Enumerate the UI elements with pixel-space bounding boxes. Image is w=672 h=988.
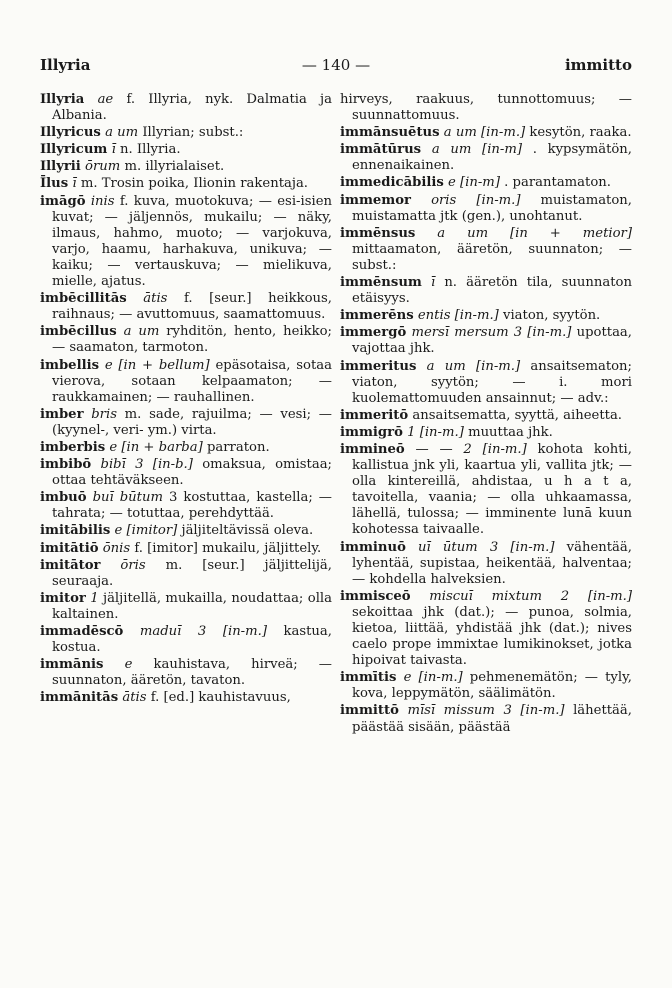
- headword: Illyria: [40, 92, 85, 107]
- dictionary-entry: [40, 159, 332, 175]
- definition: f. Illyria, nyk. Dalmatia ja Albania.: [52, 92, 332, 124]
- dictionary-entry: [40, 125, 332, 141]
- grammar-info: a um [in-m.]: [426, 358, 521, 374]
- dictionary-entry: [340, 92, 632, 124]
- grammar-info: entis [in-m.]: [417, 308, 499, 324]
- definition: upottaa, vajottaa jhk.: [352, 325, 632, 357]
- headword: immānsuētus: [340, 125, 440, 141]
- headword: immeritō: [340, 407, 409, 423]
- grammar-info: uī ūtum 3 [in-m.]: [418, 539, 555, 555]
- left-guide-word: Illyria: [40, 56, 91, 74]
- dictionary-entry: [40, 194, 332, 291]
- dictionary-entry: [40, 541, 332, 557]
- dictionary-entry: [340, 308, 632, 324]
- grammar-info: bibī 3 [in-b.]: [100, 457, 193, 473]
- definition: . parantamaton.: [504, 175, 611, 191]
- dictionary-entry: [40, 324, 332, 356]
- headword: immisceō: [340, 588, 411, 604]
- grammar-info: e: [124, 657, 133, 673]
- definition: muuttaa jhk.: [468, 424, 553, 440]
- dictionary-entry: [40, 523, 332, 539]
- headword: immineō: [340, 441, 405, 457]
- headword: imbēcillus: [40, 324, 117, 340]
- grammar-info: ātis: [122, 690, 147, 706]
- definition: hirveys, raakuus, tunnottomuus; — suunnattomuus.: [340, 92, 632, 124]
- right-guide-word: immitto: [564, 56, 632, 74]
- headword: immemor: [340, 192, 412, 208]
- headword: Illyricus: [40, 125, 101, 141]
- grammar-info: a um [in + metior]: [437, 225, 632, 241]
- definition: f. [seur.] heikkous, raihnaus; — avuttomuus, saamattomuus.: [52, 291, 332, 323]
- definition: kauhistava, hirveä; — suunnaton, ääretön, tavaton.: [52, 657, 332, 689]
- headword: Īlus: [40, 176, 69, 192]
- grammar-info: ōrum: [85, 159, 121, 175]
- definition: omaksua, omistaa; ottaa tehtäväkseen.: [52, 457, 333, 489]
- headword: immadēscō: [40, 624, 124, 639]
- definition: 3 kostuttaa, kastella; — tahrata; — totuttaa, perehdyttää.: [52, 490, 332, 522]
- definition: n. Illyria.: [120, 142, 181, 158]
- dictionary-entry: [40, 490, 332, 522]
- dictionary-entry: [40, 624, 332, 656]
- dictionary-entry: [340, 425, 632, 441]
- dictionary-entry: [340, 670, 632, 702]
- headword: Illyrii: [40, 159, 81, 175]
- headword: immītis: [340, 670, 397, 686]
- definition: pehmenemätön; — tyly, kova, leppymätön, säälimätön.: [352, 670, 632, 702]
- headword: imbēcillitās: [40, 291, 127, 307]
- dictionary-entry: [40, 657, 332, 689]
- headword: imbuō: [40, 490, 87, 506]
- headword: immānis: [40, 657, 104, 673]
- grammar-info: 1 [in-m.]: [407, 424, 464, 440]
- page-number: — 140 —: [301, 56, 371, 74]
- right-column: [340, 92, 632, 737]
- dictionary-entry: [340, 275, 632, 307]
- definition: Illyrian; subst.:: [142, 125, 244, 141]
- definition: kesytön, raaka.: [529, 125, 632, 141]
- grammar-info: mersī mersum 3 [in-m.]: [411, 325, 572, 341]
- headword: imitātor: [40, 557, 101, 573]
- grammar-info: a um: [123, 324, 160, 340]
- headword: imminuō: [340, 539, 406, 555]
- definition: f. kuva, muotokuva; — esi-isien kuvat; — jäljennös, mukailu; — näky, ilmaus, hahmo, muoto; — varjokuva, varjo, haamu, harhakuva, unikuva; — kaiku; — vertauskuva; — mielikuva, mielle, ajatus.: [52, 193, 332, 290]
- dictionary-entry: [40, 358, 332, 406]
- definition: n. ääretön tila, suunnaton etäisyys.: [352, 275, 632, 307]
- headword: imitor: [40, 590, 86, 606]
- grammar-info: e [in-m]: [448, 175, 500, 191]
- definition: ryhditön, hento, heikko; — saamaton, tarmoton.: [52, 324, 332, 356]
- headword: imber: [40, 406, 84, 422]
- grammar-info: ātis: [143, 291, 168, 307]
- dictionary-entry: [340, 589, 632, 669]
- definition: epäsotaisa, sotaa vierova, sotaan kelpaamaton; — raukkamainen; — rauhallinen.: [52, 357, 332, 405]
- definition: kastua, kostua.: [52, 624, 332, 656]
- headword: immedicābilis: [340, 175, 444, 191]
- grammar-info: ōris: [120, 557, 146, 573]
- headword: immergō: [340, 325, 407, 341]
- grammar-info: ī: [430, 275, 436, 291]
- headword: immēnsum: [340, 275, 422, 291]
- grammar-info: oris [in-m.]: [431, 192, 521, 208]
- dictionary-entry: [340, 193, 632, 225]
- left-column: [40, 92, 332, 707]
- definition: kohota kohti, kallistua jnk yli, kaartua yli, vallita jtk; — olla kintereillä, ahdistaa, u h a t a, tavoitella, vaania; — olla uhkaamassa, lähellä, tulossa; — imminente lunā kuun kohotessa taivaalle.: [352, 441, 632, 538]
- dictionary-entry: [340, 540, 632, 588]
- dictionary-entry: [340, 142, 632, 174]
- definition: parraton.: [206, 439, 270, 455]
- headword: immeritus: [340, 358, 417, 374]
- dictionary-entry: [340, 703, 632, 735]
- headword: immēnsus: [340, 225, 416, 241]
- dictionary-entry: [340, 325, 632, 357]
- dictionary-entry: [40, 176, 332, 192]
- headword: imitābilis: [40, 523, 111, 539]
- headword: imāgō: [40, 193, 86, 209]
- grammar-info: 1: [90, 590, 99, 606]
- grammar-info: buī būtum: [92, 490, 163, 506]
- headword: imbellis: [40, 357, 100, 373]
- grammar-info: e [in-m.]: [403, 670, 463, 686]
- grammar-info: bris: [91, 406, 117, 422]
- grammar-info: — — 2 [in-m.]: [415, 441, 527, 457]
- grammar-info: e [in + bellum]: [104, 357, 210, 373]
- definition: m. sade, rajuilma; — vesi; — (kyynel-, veri- ym.) virta.: [52, 406, 332, 438]
- definition: viaton, syytön.: [503, 308, 601, 324]
- headword: imberbis: [40, 439, 106, 455]
- definition: m. illyrialaiset.: [124, 159, 225, 175]
- definition: jäljitellä, mukailla, noudattaa; olla kaltainen.: [52, 590, 332, 622]
- definition: f. [imitor] mukailu, jäljittely.: [134, 540, 322, 556]
- headword: imitātiō: [40, 540, 99, 556]
- definition: m. [seur.] jäljittelijä, seuraaja.: [52, 557, 332, 589]
- definition: ansaitsematta, syyttä, aiheetta.: [412, 407, 622, 423]
- grammar-info: a um [in-m]: [431, 142, 523, 158]
- definition: mittaamaton, ääretön, suunnaton; — subst.:: [352, 241, 632, 273]
- grammar-info: maduī 3 [in-m.]: [139, 624, 267, 639]
- page-header: [40, 56, 632, 78]
- definition: ansaitsematon; viaton, syytön; — i. mori kuolemattomuuden ansainnut; — adv.:: [352, 358, 632, 406]
- dictionary-entry: [340, 359, 632, 407]
- definition: muistamaton, muistamatta jtk (gen.), unohtanut.: [352, 192, 632, 224]
- dictionary-entry: [340, 125, 632, 141]
- headword: immigrō: [340, 424, 403, 440]
- grammar-info: ī: [72, 176, 77, 192]
- headword: immānitās: [40, 690, 119, 706]
- grammar-info: a um: [105, 125, 139, 141]
- grammar-info: e [in + barba]: [109, 439, 203, 455]
- definition: jäljiteltävissä oleva.: [181, 523, 314, 539]
- dictionary-entry: [40, 440, 332, 456]
- dictionary-entry: [340, 175, 632, 191]
- grammar-info: ae: [97, 92, 114, 107]
- headword: immittō: [340, 703, 399, 719]
- grammar-info: inis: [90, 193, 115, 209]
- headword: immerēns: [340, 308, 414, 324]
- dictionary-entry: [40, 591, 332, 623]
- dictionary-entry: [340, 442, 632, 539]
- grammar-info: a um [in-m.]: [443, 125, 526, 141]
- headword: immātūrus: [340, 142, 422, 158]
- dictionary-entry: [40, 92, 332, 124]
- dictionary-entry: [40, 457, 332, 489]
- grammar-info: e [imitor]: [114, 523, 178, 539]
- dictionary-entry: [40, 291, 332, 323]
- headword: imbibō: [40, 457, 92, 473]
- grammar-info: ōnis: [102, 540, 131, 556]
- definition: sekoittaa jhk (dat.); — punoa, solmia, kietoa, liittää, yhdistää jhk (dat.); nives caelo prope immixtae lumikinokset, jotka hipoivat taivasta.: [352, 604, 632, 669]
- definition: f. [ed.] kauhistavuus,: [150, 690, 291, 706]
- dictionary-entry: [40, 558, 332, 590]
- dictionary-entry: [340, 408, 632, 424]
- definition: . kypsymätön, ennenaikainen.: [352, 142, 632, 174]
- grammar-info: mīsī missum 3 [in-m.]: [407, 703, 565, 719]
- definition: vähentää, lyhentää, supistaa, heikentää, halventaa; — kohdella halveksien.: [352, 539, 632, 587]
- dictionary-entry: [40, 407, 332, 439]
- definition: m. Trosin poika, Ilionin rakentaja.: [80, 176, 309, 192]
- dictionary-entry: [340, 226, 632, 274]
- dictionary-entry: [40, 690, 332, 706]
- definition: lähettää, päästää sisään, päästää: [352, 703, 632, 735]
- dictionary-entry: [40, 142, 332, 158]
- grammar-info: miscuī mixtum 2 [in-m.]: [429, 588, 632, 604]
- grammar-info: ī: [111, 142, 116, 158]
- headword: Illyricum: [40, 142, 108, 158]
